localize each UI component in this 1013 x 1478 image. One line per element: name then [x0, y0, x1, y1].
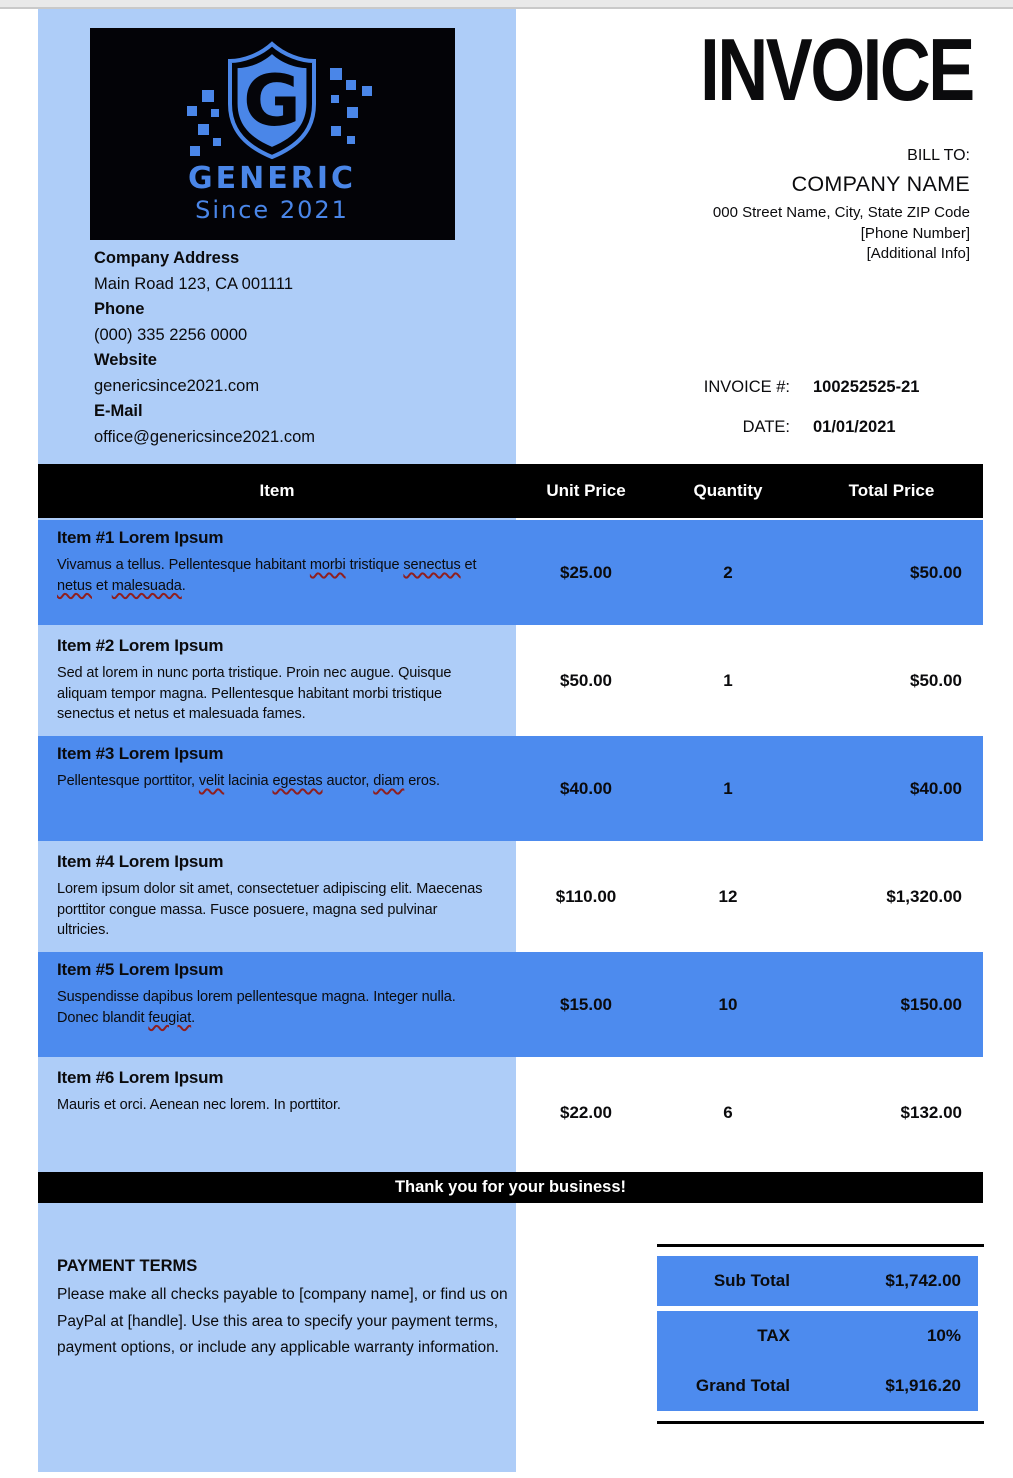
column-header-quantity: Quantity	[693, 481, 763, 500]
grand-total-value: $1,916.20	[885, 1376, 961, 1395]
total-price-cell: $50.00	[910, 670, 962, 690]
item-description: Vivamus a tellus. Pellentesque habitant morbi tristique senectus et netus et malesuada.	[57, 557, 477, 594]
table-row	[38, 844, 983, 949]
payment-terms-title: PAYMENT TERMS	[57, 1257, 198, 1275]
subtotal-row	[657, 1256, 978, 1306]
bill-to-company-name: COMPANY NAME	[791, 172, 970, 196]
item-description: Suspendisse dapibus lorem pellentesque magna. Integer nulla. Donec blandit feugiat.	[57, 989, 456, 1026]
invoice-rows	[38, 520, 983, 1168]
unit-price-cell: $110.00	[555, 886, 617, 906]
logo-graphic	[90, 28, 455, 240]
item-title: Item #5 Lorem Ipsum	[57, 960, 224, 979]
column-header-item: Item	[259, 481, 295, 500]
quantity-cell: 6	[723, 1102, 733, 1122]
item-cell	[38, 952, 516, 1057]
invoice-number-row	[516, 378, 976, 397]
quantity-cell: 2	[723, 562, 733, 582]
invoice-date-row	[516, 418, 976, 437]
bill-to-phone: [Phone Number]	[860, 224, 970, 242]
table-row	[38, 520, 983, 625]
item-cell	[38, 628, 516, 733]
totals-block	[657, 1244, 984, 1424]
company-phone-value: (000) 335 2256 0000	[94, 325, 248, 344]
tax-row	[657, 1311, 978, 1361]
table-header	[38, 464, 983, 518]
window-top-edge	[0, 0, 1013, 9]
subtotal-value: $1,742.00	[885, 1271, 961, 1290]
table-row	[38, 952, 983, 1057]
logo-brand-text: GENERIC	[188, 161, 356, 196]
item-title: Item #3 Lorem Ipsum	[57, 744, 224, 763]
table-row	[38, 736, 983, 841]
table-row	[38, 628, 983, 733]
item-description: Lorem ipsum dolor sit amet, consectetuer adipiscing elit. Maecenas porttitor congue massa. Fusce posuere, magna sed pulvinar ultricies.	[57, 881, 483, 938]
total-price-cell: $40.00	[910, 778, 962, 798]
item-cell	[38, 1060, 516, 1165]
invoice-number-value: 100252525-21	[813, 378, 920, 396]
company-website-value: genericsince2021.com	[94, 376, 260, 395]
company-website-label: Website	[94, 351, 157, 369]
item-cell	[38, 736, 516, 841]
invoice-date-label: DATE:	[742, 418, 790, 436]
invoice-meta-block	[516, 378, 976, 458]
thank-you-banner: Thank you for your business!	[38, 1172, 983, 1203]
total-price-cell: $50.00	[910, 562, 962, 582]
logo-monogram: G	[243, 60, 301, 142]
company-info-block	[94, 246, 315, 450]
item-description: Pellentesque porttitor, velit lacinia egestas auctor, diam eros.	[57, 773, 440, 789]
item-title: Item #4 Lorem Ipsum	[57, 852, 224, 871]
bill-to-address: 000 Street Name, City, State ZIP Code	[712, 204, 970, 221]
bill-to-label: BILL TO:	[907, 147, 970, 164]
subtotal-label: Sub Total	[713, 1271, 790, 1290]
column-header-unit-price: Unit Price	[546, 481, 626, 500]
column-header-total-price: Total Price	[848, 481, 935, 500]
tax-grandtotal-box	[657, 1311, 978, 1411]
bill-to-additional-info: [Additional Info]	[866, 245, 970, 262]
quantity-cell: 1	[723, 670, 733, 690]
tax-value: 10%	[926, 1326, 961, 1345]
invoice-number-label: INVOICE #:	[703, 378, 790, 396]
unit-price-cell: $40.00	[560, 778, 612, 798]
unit-price-cell: $50.00	[560, 670, 612, 690]
payment-terms-body: Please make all checks payable to [company name], or find us on PayPal at [handle]. Use this area to specify your payment terms, payment options, or include any applicable warranty information.	[57, 1286, 508, 1356]
totals-top-rule	[657, 1244, 984, 1247]
tax-label: TAX	[757, 1326, 790, 1345]
company-email-value: office@genericsince2021.com	[94, 427, 315, 446]
company-address-label: Company Address	[94, 249, 240, 267]
item-title: Item #6 Lorem Ipsum	[57, 1068, 224, 1087]
item-title: Item #2 Lorem Ipsum	[57, 636, 224, 655]
bill-to-block	[713, 147, 970, 265]
item-cell	[38, 844, 516, 949]
unit-price-cell: $15.00	[560, 994, 612, 1014]
total-price-cell: $1,320.00	[886, 886, 962, 906]
invoice-date-value: 01/01/2021	[813, 418, 896, 436]
total-price-cell: $132.00	[900, 1102, 962, 1122]
item-cell	[38, 520, 516, 625]
document-title: INVOICE	[700, 20, 973, 119]
unit-price-cell: $25.00	[560, 562, 612, 582]
totals-bottom-rule	[657, 1421, 984, 1424]
subtotal-box	[657, 1256, 978, 1306]
payment-terms-block	[57, 1257, 509, 1362]
grand-total-row	[657, 1361, 978, 1411]
item-description: Mauris et orci. Aenean nec lorem. In porttitor.	[57, 1097, 341, 1113]
company-address-value: Main Road 123, CA 001111	[94, 274, 294, 293]
item-description: Sed at lorem in nunc porta tristique. Proin nec augue. Quisque aliquam tempor magna. Pellentesque habitant morbi tristique senectus et netus et malesuada fames.	[57, 665, 452, 722]
logo-tagline-text: Since 2021	[195, 196, 349, 224]
unit-price-cell: $22.00	[560, 1102, 612, 1122]
company-email-label: E-Mail	[94, 402, 143, 420]
quantity-cell: 10	[718, 994, 738, 1014]
item-title: Item #1 Lorem Ipsum	[57, 528, 224, 547]
table-row	[38, 1060, 983, 1165]
quantity-cell: 1	[723, 778, 733, 798]
total-price-cell: $150.00	[900, 994, 962, 1014]
company-logo	[90, 28, 455, 240]
quantity-cell: 12	[718, 886, 738, 906]
company-phone-label: Phone	[94, 300, 145, 318]
grand-total-label: Grand Total	[695, 1376, 790, 1395]
